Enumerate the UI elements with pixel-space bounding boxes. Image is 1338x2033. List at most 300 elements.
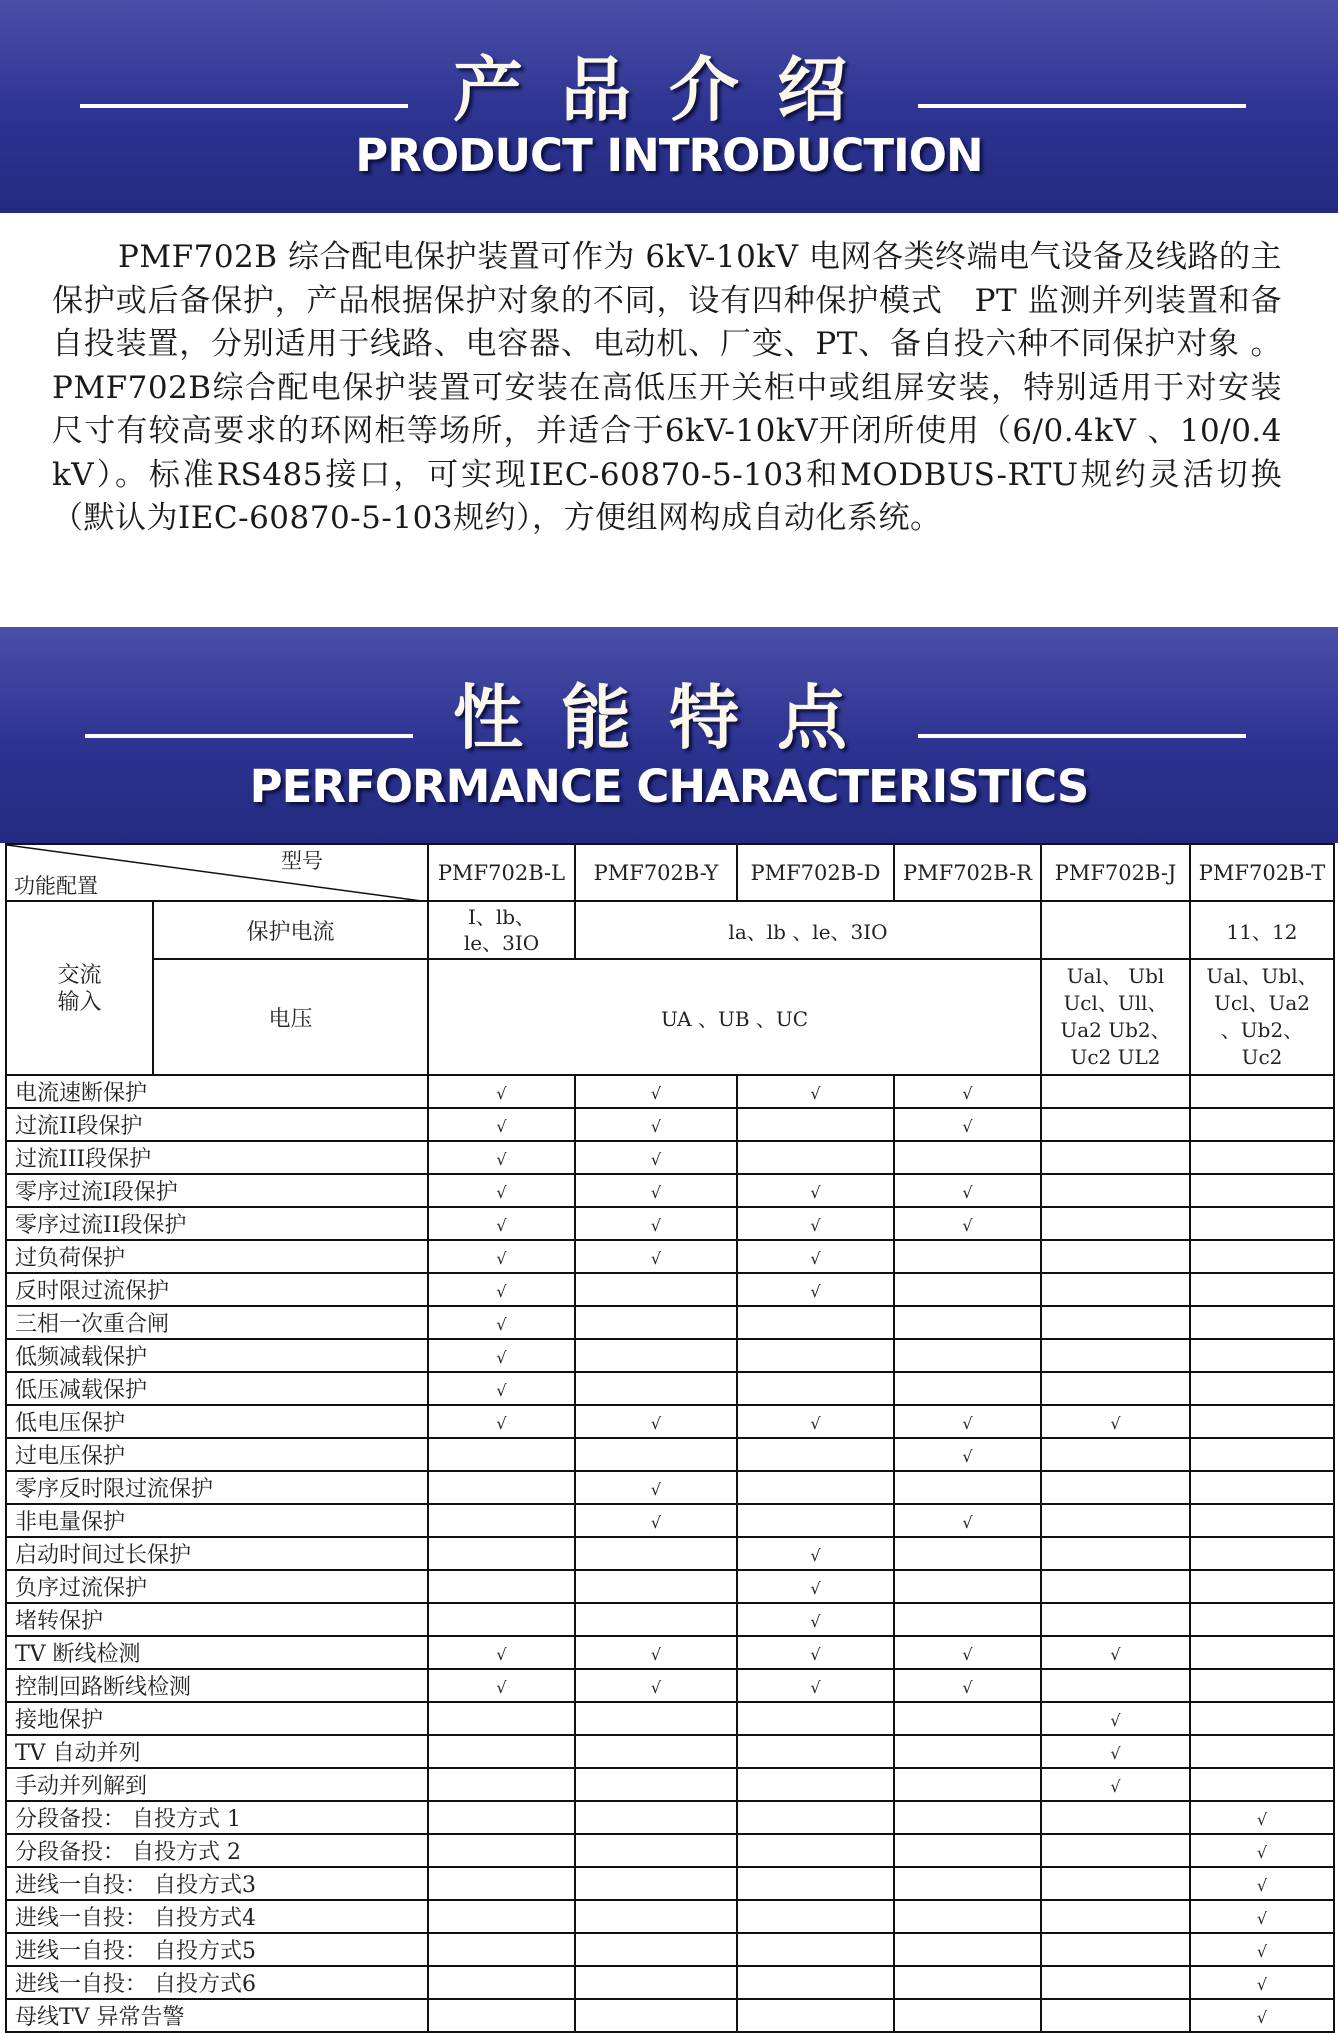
table-row (6, 1999, 1334, 2032)
check-mark: √ (496, 1413, 507, 1433)
check-mark: √ (650, 1149, 662, 1169)
check-cell-PMF702B-T (1190, 1669, 1334, 1702)
check-mark: √ (1110, 1776, 1121, 1796)
check-mark: √ (962, 1512, 973, 1532)
check-mark: √ (650, 1116, 662, 1136)
check-cell-PMF702B-J (1041, 1141, 1190, 1174)
check-cell-PMF702B-R (894, 1933, 1041, 1966)
check-cell-PMF702B-L (428, 1207, 575, 1240)
check-cell-PMF702B-J (1041, 1867, 1190, 1900)
check-cell-PMF702B-L (428, 1108, 575, 1141)
check-mark: √ (962, 1677, 973, 1697)
check-cell-PMF702B-D (737, 1735, 894, 1768)
check-cell-PMF702B-R (894, 1174, 1041, 1207)
check-cell-PMF702B-R (894, 1669, 1041, 1702)
check-cell-PMF702B-T (1190, 1306, 1334, 1339)
check-cell-PMF702B-D (737, 1438, 894, 1471)
check-mark: √ (810, 1611, 821, 1631)
table-row (6, 1570, 1334, 1603)
check-mark: √ (496, 1215, 507, 1235)
check-cell-PMF702B-J (1041, 1801, 1190, 1834)
current-L-value: I、lb、 le、3IO (428, 901, 575, 959)
check-cell-PMF702B-R (894, 1306, 1041, 1339)
check-cell-PMF702B-J (1041, 1570, 1190, 1603)
check-cell-PMF702B-J (1041, 1240, 1190, 1273)
function-label: 负序过流保护 (6, 1570, 428, 1603)
check-cell-PMF702B-T (1190, 1141, 1334, 1174)
check-cell-PMF702B-Y (575, 1537, 737, 1570)
function-label: 控制回路断线检测 (6, 1669, 428, 1702)
function-label: 零序反时限过流保护 (6, 1471, 428, 1504)
function-label: 三相一次重合闸 (6, 1306, 428, 1339)
check-cell-PMF702B-R (894, 1108, 1041, 1141)
check-cell-PMF702B-R (894, 1768, 1041, 1801)
function-label: 低压减载保护 (6, 1372, 428, 1405)
current-label: 保护电流 (153, 901, 428, 959)
model-header-R: PMF702B-R (894, 844, 1041, 901)
check-cell-PMF702B-D (737, 1636, 894, 1669)
check-cell-PMF702B-Y (575, 1669, 737, 1702)
model-header-D: PMF702B-D (737, 844, 894, 901)
check-cell-PMF702B-R (894, 1504, 1041, 1537)
check-cell-PMF702B-T (1190, 1570, 1334, 1603)
check-mark: √ (496, 1347, 507, 1367)
check-mark: √ (962, 1413, 973, 1433)
check-mark: √ (496, 1644, 507, 1664)
check-cell-PMF702B-D (737, 1207, 894, 1240)
check-cell-PMF702B-J (1041, 1405, 1190, 1438)
check-mark: √ (1256, 1941, 1268, 1961)
check-cell-PMF702B-D (737, 1702, 894, 1735)
check-cell-PMF702B-Y (575, 1207, 737, 1240)
check-mark: √ (496, 1281, 507, 1301)
check-cell-PMF702B-D (737, 1141, 894, 1174)
check-cell-PMF702B-Y (575, 1273, 737, 1306)
check-cell-PMF702B-D (737, 1966, 894, 1999)
check-cell-PMF702B-T (1190, 1108, 1334, 1141)
check-mark: √ (962, 1644, 973, 1664)
check-cell-PMF702B-L (428, 1471, 575, 1504)
check-cell-PMF702B-T (1190, 1768, 1334, 1801)
section-title-zh: 产品介绍 (453, 49, 885, 131)
check-cell-PMF702B-Y (575, 1768, 737, 1801)
check-cell-PMF702B-D (737, 1339, 894, 1372)
check-cell-PMF702B-D (737, 1273, 894, 1306)
check-cell-PMF702B-T (1190, 1966, 1334, 1999)
check-cell-PMF702B-T (1190, 1867, 1334, 1900)
check-cell-PMF702B-L (428, 1999, 575, 2032)
check-mark: √ (1110, 1743, 1121, 1763)
check-cell-PMF702B-J (1041, 1306, 1190, 1339)
check-cell-PMF702B-L (428, 1141, 575, 1174)
table-row (6, 1933, 1334, 1966)
check-cell-PMF702B-J (1041, 1834, 1190, 1867)
check-cell-PMF702B-J (1041, 1933, 1190, 1966)
table-row (6, 1339, 1334, 1372)
check-cell-PMF702B-T (1190, 1702, 1334, 1735)
function-label: 堵转保护 (6, 1603, 428, 1636)
check-mark: √ (962, 1182, 973, 1202)
check-mark: √ (650, 1215, 662, 1235)
check-mark: √ (810, 1083, 821, 1103)
check-cell-PMF702B-D (737, 1801, 894, 1834)
check-cell-PMF702B-R (894, 1570, 1041, 1603)
check-cell-PMF702B-J (1041, 1108, 1190, 1141)
check-cell-PMF702B-Y (575, 1933, 737, 1966)
function-label: 进线一自投： 自投方式5 (6, 1933, 428, 1966)
check-mark: √ (962, 1446, 973, 1466)
table-row (6, 1141, 1334, 1174)
check-mark: √ (1256, 1908, 1268, 1928)
table-row (6, 1735, 1334, 1768)
check-cell-PMF702B-J (1041, 1603, 1190, 1636)
table-row (6, 1867, 1334, 1900)
check-mark: √ (496, 1116, 507, 1136)
check-cell-PMF702B-D (737, 1108, 894, 1141)
check-cell-PMF702B-R (894, 1900, 1041, 1933)
check-cell-PMF702B-R (894, 1966, 1041, 1999)
check-cell-PMF702B-D (737, 1834, 894, 1867)
function-label: 电流速断保护 (6, 1075, 428, 1108)
check-cell-PMF702B-T (1190, 1801, 1334, 1834)
check-cell-PMF702B-J (1041, 1966, 1190, 1999)
check-cell-PMF702B-Y (575, 1834, 737, 1867)
check-cell-PMF702B-T (1190, 1471, 1334, 1504)
check-cell-PMF702B-R (894, 1537, 1041, 1570)
check-cell-PMF702B-R (894, 1471, 1041, 1504)
check-mark: √ (810, 1248, 821, 1268)
check-cell-PMF702B-J (1041, 1174, 1190, 1207)
check-cell-PMF702B-D (737, 1570, 894, 1603)
table-row (6, 1504, 1334, 1537)
check-cell-PMF702B-D (737, 1405, 894, 1438)
check-cell-PMF702B-J (1041, 1504, 1190, 1537)
voltage-label: 电压 (153, 959, 428, 1075)
check-cell-PMF702B-Y (575, 1801, 737, 1834)
function-label: 过负荷保护 (6, 1240, 428, 1273)
check-cell-PMF702B-Y (575, 1075, 737, 1108)
table-header-row (6, 844, 1334, 901)
function-label: 零序过流I段保护 (6, 1174, 428, 1207)
check-cell-PMF702B-R (894, 1405, 1041, 1438)
table-row (6, 1834, 1334, 1867)
function-label: 进线一自投： 自投方式4 (6, 1900, 428, 1933)
check-mark: √ (810, 1677, 821, 1697)
table-row (6, 1636, 1334, 1669)
check-cell-PMF702B-J (1041, 1999, 1190, 2032)
function-label: 进线一自投： 自投方式3 (6, 1867, 428, 1900)
check-mark: √ (1256, 1974, 1268, 1994)
check-cell-PMF702B-T (1190, 1372, 1334, 1405)
check-cell-PMF702B-D (737, 1537, 894, 1570)
check-cell-PMF702B-Y (575, 1174, 737, 1207)
check-mark: √ (650, 1083, 662, 1103)
check-cell-PMF702B-D (737, 1306, 894, 1339)
corner-function-label: 功能配置 (14, 874, 98, 898)
model-header-T: PMF702B-T (1190, 844, 1334, 901)
check-cell-PMF702B-T (1190, 1504, 1334, 1537)
function-label: TV 自动并列 (6, 1735, 428, 1768)
check-cell-PMF702B-D (737, 1900, 894, 1933)
check-cell-PMF702B-T (1190, 1339, 1334, 1372)
check-cell-PMF702B-T (1190, 1273, 1334, 1306)
check-cell-PMF702B-T (1190, 1834, 1334, 1867)
check-cell-PMF702B-T (1190, 1174, 1334, 1207)
check-mark: √ (496, 1182, 507, 1202)
check-mark: √ (496, 1314, 507, 1334)
check-cell-PMF702B-L (428, 1636, 575, 1669)
check-cell-PMF702B-T (1190, 1240, 1334, 1273)
check-mark: √ (1256, 1809, 1268, 1829)
check-mark: √ (962, 1116, 973, 1136)
table-row (6, 1702, 1334, 1735)
check-mark: √ (1110, 1413, 1121, 1433)
function-label: 非电量保护 (6, 1504, 428, 1537)
check-cell-PMF702B-T (1190, 1207, 1334, 1240)
performance-banner (0, 627, 1338, 843)
function-label: 分段备投： 自投方式 2 (6, 1834, 428, 1867)
check-cell-PMF702B-J (1041, 1075, 1190, 1108)
function-label: 低频减载保护 (6, 1339, 428, 1372)
table-row (6, 1438, 1334, 1471)
check-cell-PMF702B-R (894, 1603, 1041, 1636)
check-mark: √ (1256, 1842, 1268, 1862)
check-cell-PMF702B-Y (575, 1867, 737, 1900)
check-mark: √ (1110, 1710, 1121, 1730)
check-cell-PMF702B-L (428, 1306, 575, 1339)
check-cell-PMF702B-R (894, 1372, 1041, 1405)
check-mark: √ (496, 1248, 507, 1268)
current-row (6, 901, 1334, 959)
check-cell-PMF702B-Y (575, 1966, 737, 1999)
check-cell-PMF702B-L (428, 1900, 575, 1933)
voltage-J-value: Ual、 Ubl Ucl、Ull、 Ua2 Ub2、 Uc2 UL2 (1041, 959, 1190, 1075)
function-label: 低电压保护 (6, 1405, 428, 1438)
check-mark: √ (810, 1215, 821, 1235)
check-mark: √ (650, 1512, 662, 1532)
current-T-value: 11、12 (1190, 901, 1334, 959)
check-cell-PMF702B-Y (575, 1735, 737, 1768)
check-cell-PMF702B-L (428, 1273, 575, 1306)
table-row (6, 1801, 1334, 1834)
check-cell-PMF702B-T (1190, 1999, 1334, 2032)
check-cell-PMF702B-L (428, 1240, 575, 1273)
check-cell-PMF702B-L (428, 1966, 575, 1999)
table-row (6, 1537, 1334, 1570)
function-label: 过电压保护 (6, 1438, 428, 1471)
table-row (6, 1174, 1334, 1207)
current-YDR-value: la、lb 、le、3IO (575, 901, 1041, 959)
check-cell-PMF702B-J (1041, 1207, 1190, 1240)
check-cell-PMF702B-T (1190, 1438, 1334, 1471)
check-cell-PMF702B-R (894, 1273, 1041, 1306)
check-cell-PMF702B-L (428, 1339, 575, 1372)
check-cell-PMF702B-L (428, 1768, 575, 1801)
check-cell-PMF702B-D (737, 1999, 894, 2032)
check-cell-PMF702B-D (737, 1933, 894, 1966)
check-cell-PMF702B-T (1190, 1933, 1334, 1966)
check-cell-PMF702B-Y (575, 1141, 737, 1174)
check-cell-PMF702B-J (1041, 1438, 1190, 1471)
check-cell-PMF702B-R (894, 1207, 1041, 1240)
function-config-table (5, 843, 1335, 2033)
corner-header-cell (6, 844, 428, 901)
check-cell-PMF702B-L (428, 1438, 575, 1471)
voltage-row (6, 959, 1334, 1075)
check-cell-PMF702B-D (737, 1075, 894, 1108)
check-cell-PMF702B-D (737, 1174, 894, 1207)
check-mark: √ (650, 1182, 662, 1202)
check-cell-PMF702B-R (894, 1735, 1041, 1768)
function-label: 过流III段保护 (6, 1141, 428, 1174)
table-row (6, 1405, 1334, 1438)
check-cell-PMF702B-Y (575, 1405, 737, 1438)
table-row (6, 1372, 1334, 1405)
check-cell-PMF702B-D (737, 1504, 894, 1537)
check-cell-PMF702B-L (428, 1075, 575, 1108)
function-label: 进线一自投： 自投方式6 (6, 1966, 428, 1999)
check-cell-PMF702B-L (428, 1504, 575, 1537)
section-title-zh: 性能特点 (453, 677, 885, 759)
check-cell-PMF702B-J (1041, 1768, 1190, 1801)
check-cell-PMF702B-J (1041, 1471, 1190, 1504)
section-title-en: PRODUCT INTRODUCTION (355, 129, 983, 182)
check-cell-PMF702B-Y (575, 1240, 737, 1273)
table-row (6, 1240, 1334, 1273)
model-header-J: PMF702B-J (1041, 844, 1190, 901)
check-cell-PMF702B-L (428, 1933, 575, 1966)
model-header-Y: PMF702B-Y (575, 844, 737, 901)
section-title-en: PERFORMANCE CHARACTERISTICS (249, 760, 1089, 813)
product-intro-banner (0, 0, 1338, 213)
check-mark: √ (962, 1083, 973, 1103)
check-cell-PMF702B-R (894, 1438, 1041, 1471)
check-cell-PMF702B-Y (575, 1603, 737, 1636)
check-cell-PMF702B-Y (575, 1372, 737, 1405)
function-label: 零序过流II段保护 (6, 1207, 428, 1240)
check-cell-PMF702B-R (894, 1339, 1041, 1372)
check-mark: √ (1256, 1875, 1268, 1895)
table-row (6, 1966, 1334, 1999)
check-mark: √ (650, 1677, 662, 1697)
check-cell-PMF702B-R (894, 1075, 1041, 1108)
check-cell-PMF702B-Y (575, 1471, 737, 1504)
check-cell-PMF702B-J (1041, 1702, 1190, 1735)
check-mark: √ (810, 1413, 821, 1433)
function-label: 分段备投： 自投方式 1 (6, 1801, 428, 1834)
check-cell-PMF702B-R (894, 1801, 1041, 1834)
check-cell-PMF702B-Y (575, 1900, 737, 1933)
table-row (6, 1075, 1334, 1108)
function-label: 启动时间过长保护 (6, 1537, 428, 1570)
check-cell-PMF702B-R (894, 1834, 1041, 1867)
check-cell-PMF702B-J (1041, 1339, 1190, 1372)
table-row (6, 1471, 1334, 1504)
check-mark: √ (810, 1545, 821, 1565)
check-cell-PMF702B-T (1190, 1735, 1334, 1768)
check-cell-PMF702B-Y (575, 1108, 737, 1141)
check-mark: √ (1110, 1644, 1121, 1664)
check-cell-PMF702B-R (894, 1702, 1041, 1735)
check-cell-PMF702B-Y (575, 1570, 737, 1603)
function-label: 接地保护 (6, 1702, 428, 1735)
check-cell-PMF702B-D (737, 1240, 894, 1273)
function-label: 母线TV 异常告警 (6, 1999, 428, 2032)
check-cell-PMF702B-Y (575, 1306, 737, 1339)
check-cell-PMF702B-L (428, 1372, 575, 1405)
check-cell-PMF702B-L (428, 1867, 575, 1900)
check-cell-PMF702B-R (894, 1867, 1041, 1900)
voltage-T-value: Ual、Ubl、 Ucl、Ua2 、Ub2、 Uc2 (1190, 959, 1334, 1075)
table-row (6, 1603, 1334, 1636)
check-cell-PMF702B-J (1041, 1669, 1190, 1702)
check-mark: √ (650, 1644, 662, 1664)
check-cell-PMF702B-L (428, 1669, 575, 1702)
check-cell-PMF702B-L (428, 1570, 575, 1603)
check-cell-PMF702B-R (894, 1141, 1041, 1174)
check-cell-PMF702B-T (1190, 1900, 1334, 1933)
check-cell-PMF702B-J (1041, 1273, 1190, 1306)
check-mark: √ (650, 1248, 662, 1268)
check-cell-PMF702B-J (1041, 1537, 1190, 1570)
check-cell-PMF702B-L (428, 1834, 575, 1867)
intro-paragraph: PMF702B 综合配电保护装置可作为 6kV-10kV 电网各类终端电气设备及线路的主保护或后备保护，产品根据保护对象的不同，设有四种保护模式 PT 监测并列装置和备自投装置，分别适用于线路、电容器、电动机、厂变、PT、备自投六种不同保护对象 。PMF702B综合配电保护装置可安装在高低压开关柜中或组屏安装，特别适用于对安装尺寸有较高要求的环网柜等场所，并适合于6kV-10kV开闭所使用（6/0.4kV 、10/0.4 kV）。标准RS485接口，可实现IEC-60870-5-103和MODBUS-RTU规约灵活切换（默认为IEC-60870-5-103规约），方便组网构成自动化系统。 (52, 239, 1282, 536)
ac-input-cell: 交流 输入 (6, 901, 153, 1075)
check-cell-PMF702B-Y (575, 1438, 737, 1471)
check-cell-PMF702B-D (737, 1471, 894, 1504)
table-row (6, 1273, 1334, 1306)
function-label: 反时限过流保护 (6, 1273, 428, 1306)
check-cell-PMF702B-R (894, 1636, 1041, 1669)
corner-model-label: 型号 (281, 849, 323, 873)
check-cell-PMF702B-J (1041, 1735, 1190, 1768)
check-mark: √ (810, 1281, 821, 1301)
check-cell-PMF702B-J (1041, 1636, 1190, 1669)
check-cell-PMF702B-D (737, 1603, 894, 1636)
check-cell-PMF702B-L (428, 1603, 575, 1636)
check-cell-PMF702B-L (428, 1174, 575, 1207)
check-mark: √ (496, 1380, 507, 1400)
check-cell-PMF702B-Y (575, 1999, 737, 2032)
table-row (6, 1768, 1334, 1801)
check-cell-PMF702B-L (428, 1405, 575, 1438)
check-cell-PMF702B-L (428, 1735, 575, 1768)
check-mark: √ (496, 1677, 507, 1697)
function-label: 手动并列解到 (6, 1768, 428, 1801)
check-cell-PMF702B-D (737, 1372, 894, 1405)
check-cell-PMF702B-T (1190, 1075, 1334, 1108)
check-cell-PMF702B-D (737, 1669, 894, 1702)
check-mark: √ (496, 1149, 507, 1169)
check-mark: √ (496, 1083, 507, 1103)
check-cell-PMF702B-J (1041, 1372, 1190, 1405)
table-row (6, 1900, 1334, 1933)
check-cell-PMF702B-T (1190, 1603, 1334, 1636)
check-cell-PMF702B-J (1041, 1900, 1190, 1933)
check-cell-PMF702B-D (737, 1768, 894, 1801)
table-row (6, 1306, 1334, 1339)
check-mark: √ (1256, 2007, 1268, 2027)
check-cell-PMF702B-T (1190, 1636, 1334, 1669)
check-mark: √ (650, 1479, 662, 1499)
check-cell-PMF702B-R (894, 1999, 1041, 2032)
check-mark: √ (810, 1182, 821, 1202)
check-mark: √ (810, 1578, 821, 1598)
table-row (6, 1669, 1334, 1702)
check-mark: √ (650, 1413, 662, 1433)
check-cell-PMF702B-L (428, 1801, 575, 1834)
check-cell-PMF702B-L (428, 1702, 575, 1735)
